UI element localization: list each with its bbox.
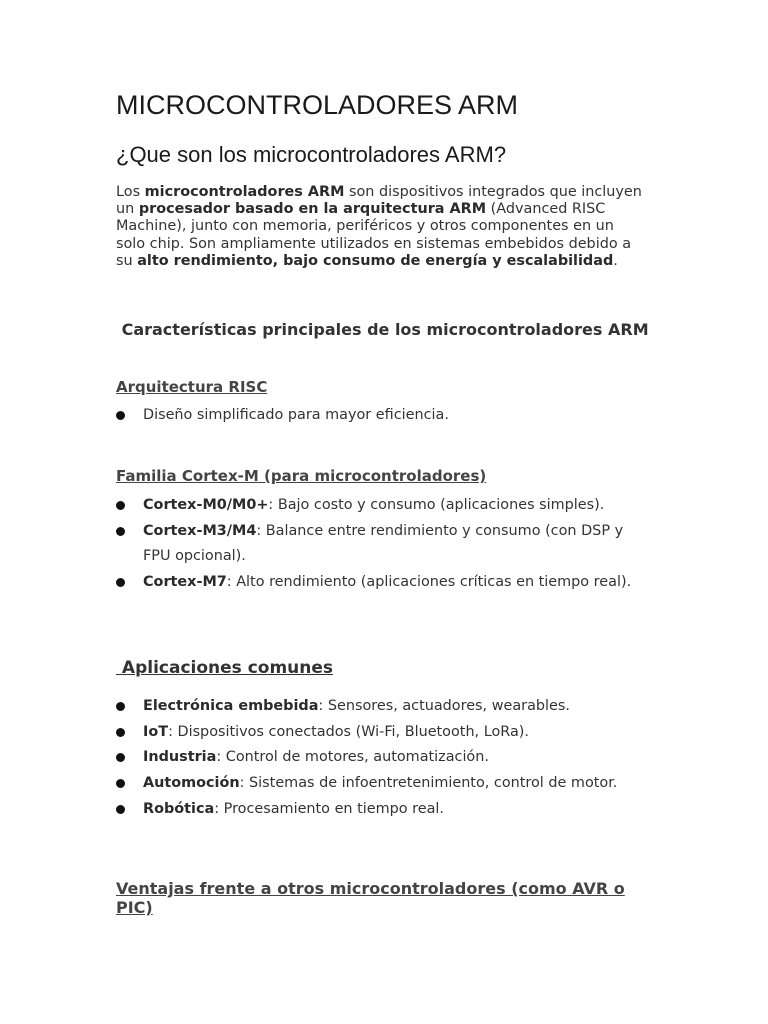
aplicaciones-list xyxy=(116,694,651,823)
list-item-term: Robótica xyxy=(143,800,215,817)
bullet-icon xyxy=(116,527,125,536)
list-item-text: : Alto rendimiento (aplicaciones críticas en tiempo real). xyxy=(226,574,632,591)
ventajas-heading: Ventajas frente a otros microcontroladores (como AVR o PIC) xyxy=(116,879,625,917)
intro-paragraph xyxy=(116,184,646,270)
list-item-text: : Sensores, actuadores, wearables. xyxy=(318,698,570,714)
cortex-heading: Familia Cortex-M (para microcontroladores) xyxy=(116,467,487,485)
list-item-text: : Control de motores, automatización. xyxy=(216,749,489,766)
list-item-term: Cortex-M0/M0+ xyxy=(143,497,269,513)
list-item-text: : Bajo costo y consumo (aplicaciones simples). xyxy=(268,497,605,513)
list-item-text: : Procesamiento en tiempo real. xyxy=(214,800,444,817)
bullet-icon xyxy=(116,728,125,737)
list-item xyxy=(116,720,651,746)
bullet-icon xyxy=(116,578,125,587)
list-item-text: : Sistemas de infoentretenimiento, control de motor. xyxy=(239,775,618,792)
list-item-text: Diseño simplificado para mayor eficiencia. xyxy=(143,407,449,423)
list-item-term: Automoción xyxy=(143,775,240,792)
bullet-icon xyxy=(116,501,125,510)
intro-bold-term: microcontroladores ARM xyxy=(144,184,345,200)
intro-text: (Advanced RISC Machine), junto con memoria, periféricos y otros componentes en un solo chip. Son ampliamente utilizados en sistemas embebidos debido a su xyxy=(116,201,632,269)
list-item-term: Cortex-M3/M4 xyxy=(143,522,257,539)
bullet-icon xyxy=(116,702,125,711)
intro-bold-term: procesador basado en la arquitectura ARM xyxy=(138,201,487,218)
list-item xyxy=(116,771,651,797)
cortex-list xyxy=(116,493,651,596)
list-item xyxy=(116,694,651,720)
bullet-icon xyxy=(116,779,125,788)
list-item xyxy=(116,797,651,823)
list-item-text: : Dispositivos conectados (Wi-Fi, Bluetooth, LoRa). xyxy=(168,723,529,740)
document-title: MICROCONTROLADORES ARM xyxy=(116,90,519,120)
list-item xyxy=(116,570,651,596)
list-item-term: Cortex-M7 xyxy=(143,574,227,591)
intro-bold-term: alto rendimiento, bajo consumo de energía y escalabilidad xyxy=(137,252,614,269)
bullet-icon xyxy=(116,753,125,762)
aplicaciones-heading: Aplicaciones comunes xyxy=(116,658,334,678)
list-item xyxy=(116,745,651,771)
intro-text: . xyxy=(613,252,618,269)
caracteristicas-heading: Características principales de los microcontroladores ARM xyxy=(116,320,649,339)
list-item-text: : Balance entre rendimiento y consumo (con DSP y FPU opcional). xyxy=(143,522,624,565)
list-item xyxy=(116,403,651,429)
list-item-term: Industria xyxy=(143,749,217,766)
list-item xyxy=(116,493,651,519)
list-item-term: Electrónica embebida xyxy=(143,698,319,714)
list-item-term: IoT xyxy=(143,723,169,740)
intro-text: Los xyxy=(116,184,145,200)
intro-text: son dispositivos integrados que incluyen un xyxy=(116,184,642,218)
bullet-icon xyxy=(116,805,125,814)
risc-heading: Arquitectura RISC xyxy=(116,378,268,396)
risc-list xyxy=(116,403,651,429)
list-item xyxy=(116,519,651,570)
document-subtitle: ¿Que son los microcontroladores ARM? xyxy=(116,142,507,167)
bullet-icon xyxy=(116,411,125,420)
